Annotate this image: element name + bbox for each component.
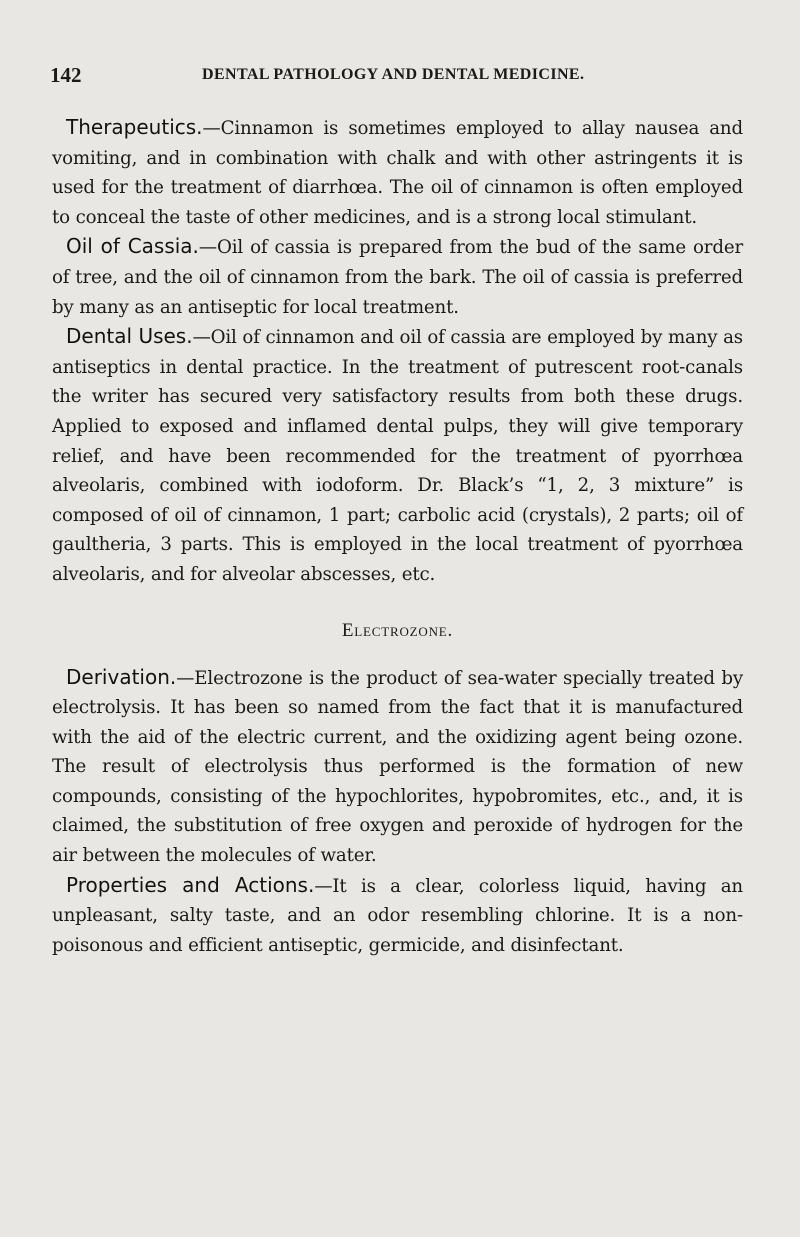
- run-in-heading-therapeutics: Therapeutics.: [66, 115, 203, 139]
- running-title: DENTAL PATHOLOGY AND DENTAL MEDICINE.: [202, 66, 585, 83]
- paragraph-properties-and-actions: [52, 871, 743, 961]
- run-in-heading-derivation: Derivation.: [66, 664, 177, 689]
- paragraph-dental-uses: [52, 322, 743, 589]
- paragraph-text-oil-of-cassia: —Oil of cassia is prepared from the bud of the same order of tree, and the oil of cinnamon from the bark. The oil of cassia is preferred by many as an antiseptic for local treatment.: [52, 237, 744, 318]
- running-head: [50, 63, 750, 87]
- run-in-heading-oil-of-cassia: Oil of Cassia.: [66, 234, 199, 259]
- run-in-heading-properties-and-actions: Properties and Actions.: [66, 872, 315, 897]
- run-in-heading-dental-uses: Dental Uses.: [66, 324, 193, 349]
- paragraph-text-properties-and-actions: —It is a clear, colorless liquid, having an unpleasant, salty taste, and an odor resembling chlorine. It is a non-poisonous and efficient antiseptic, germicide, and disinfectant.: [52, 875, 743, 956]
- section-heading-electrozone: Electrozone.: [341, 619, 454, 641]
- page-number: 142: [50, 63, 82, 87]
- paragraph-derivation: [52, 663, 743, 871]
- paragraph-text-dental-uses: —Oil of cinnamon and oil of cassia are employed by many as antiseptics in dental practice. In the treatment of putrescent root-canals the writer has secured very satisfactory results from both these drugs. Applied to exposed and inflamed dental pulps, they will give temporary relief, and have been recommended for the treatment of pyorrhœa alveolaris, combined with iodoform. Dr. Black’s “1, 2, 3 mixture” is composed of oil of cinnamon, 1 part; carbolic acid (crystals), 2 parts; oil of gaultheria, 3 parts. This is employed in the local treatment of pyorrhœa alveolaris, and for alveolar abscesses, etc.: [52, 327, 743, 585]
- paragraph-oil-of-cassia: [52, 232, 743, 322]
- body-text: [52, 113, 743, 960]
- paragraph-text-therapeutics: —Cinnamon is sometimes employed to allay nausea and vomiting, and in combination with chalk and with other astringents it is used for the treatment of diarrhœa. The oil of cinnamon is often employed to conceal the taste of other medicines, and is a strong local stimulant.: [52, 118, 743, 228]
- paragraph-text-derivation: —Electrozone is the product of sea-water specially treated by electrolysis. It has been so named from the fact that it is manufactured with the aid of the electric current, and the oxidizing agent being ozone. The result of electrolysis thus performed is the formation of new compounds, consisting of the hypochlorites, hypobromites, etc., and, it is claimed, the substitution of free oxygen and peroxide of hydrogen for the air between the molecules of water.: [52, 667, 743, 867]
- paragraph-therapeutics: [52, 113, 743, 232]
